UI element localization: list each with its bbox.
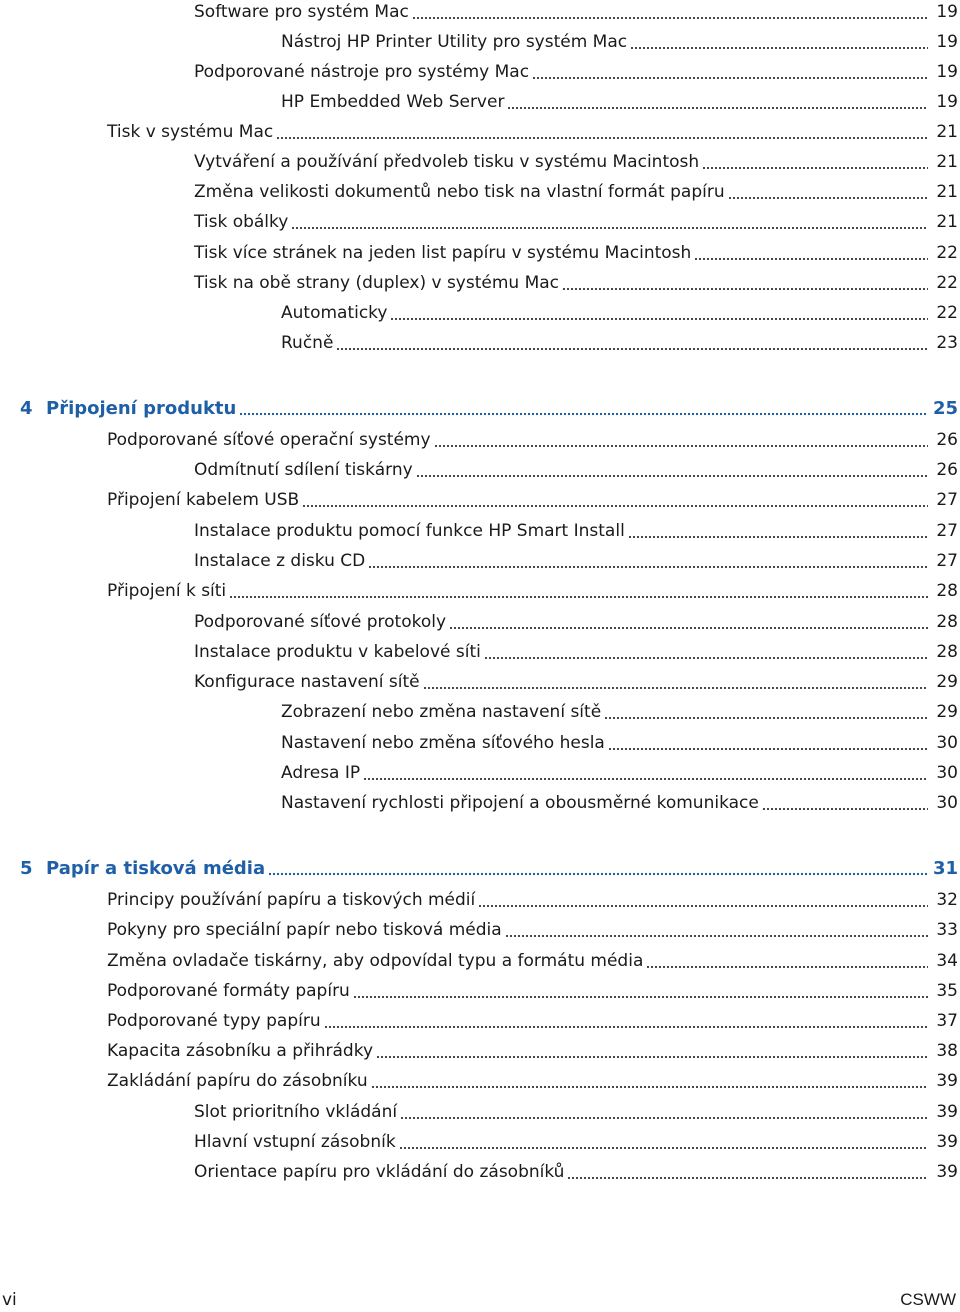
toc-entry-title: Podporované typy papíru: [107, 1011, 321, 1031]
toc-entry[interactable]: [0, 728, 960, 758]
toc-page-number: 19: [936, 92, 958, 112]
toc-page-number: 22: [936, 243, 958, 263]
toc-entry[interactable]: [0, 238, 960, 268]
toc-entry[interactable]: [0, 576, 960, 606]
toc-entry-title: Instalace produktu v kabelové síti: [194, 642, 481, 662]
toc-entry[interactable]: [0, 546, 960, 576]
toc-entry-title: Tisk více stránek na jeden list papíru v systému Macintosh: [194, 243, 692, 263]
toc-entry-title: Připojení kabelem USB: [107, 490, 300, 510]
toc-page-number: 21: [936, 152, 958, 172]
toc-entry[interactable]: [0, 485, 960, 515]
toc-entry-title: Připojení k síti: [107, 581, 227, 601]
toc-page-number: 21: [936, 122, 958, 142]
toc-entry[interactable]: [0, 637, 960, 667]
toc-entry[interactable]: [0, 57, 960, 87]
toc-page-number: 39: [936, 1071, 958, 1091]
toc-page-number: 25: [932, 397, 958, 419]
toc-entry[interactable]: [0, 328, 960, 358]
toc-page-number: 21: [936, 212, 958, 232]
toc-page-number: 28: [936, 642, 958, 662]
toc-entry[interactable]: [0, 946, 960, 976]
toc-entry-title: Instalace produktu pomocí funkce HP Smart Install: [194, 521, 625, 541]
toc-entry-title: Principy používání papíru a tiskových médií: [107, 890, 476, 910]
toc-page-number: 19: [936, 32, 958, 52]
toc-entry-title: Podporované formáty papíru: [107, 981, 350, 1001]
dot-leader: [336, 328, 928, 358]
toc-page-number: 31: [932, 857, 958, 879]
toc-page-number: 27: [936, 490, 958, 510]
toc-page-number: 37: [936, 1011, 958, 1031]
toc-entry-title: Pokyny pro speciální papír nebo tisková média: [107, 920, 502, 940]
dot-leader: [505, 915, 928, 945]
toc-entry-title: Nastavení rychlosti připojení a obousměrné komunikace: [281, 793, 759, 813]
dot-leader: [412, 0, 928, 27]
toc-entry[interactable]: [0, 455, 960, 485]
dot-leader: [423, 667, 928, 697]
toc-page-number: 29: [936, 702, 958, 722]
document-code: CSWW: [900, 1290, 956, 1309]
toc-entry-title: Konfigurace nastavení sítě: [194, 672, 420, 692]
toc-entry[interactable]: [0, 0, 960, 27]
dot-leader: [478, 885, 928, 915]
toc-entry[interactable]: [0, 1006, 960, 1036]
toc-entry-title: Odmítnutí sdílení tiskárny: [194, 460, 413, 480]
toc-page-number: 39: [936, 1132, 958, 1152]
toc-entry[interactable]: [0, 425, 960, 455]
toc-page-number: 35: [936, 981, 958, 1001]
toc-entry-title: Tisk na obě strany (duplex) v systému Mac: [194, 273, 560, 293]
toc-entry[interactable]: [0, 607, 960, 637]
toc-entry[interactable]: [0, 697, 960, 727]
toc-entry[interactable]: [0, 1066, 960, 1096]
toc-entry[interactable]: [0, 667, 960, 697]
dot-leader: [363, 758, 928, 788]
toc-page-number: 27: [936, 551, 958, 571]
dot-leader: [400, 1097, 928, 1127]
dot-leader: [371, 1066, 928, 1096]
toc-page-number: 28: [936, 612, 958, 632]
toc-entry[interactable]: [0, 177, 960, 207]
dot-leader: [567, 1157, 928, 1187]
toc-entry-title: Kapacita zásobníku a přihrádky: [107, 1041, 374, 1061]
toc-page-number: 34: [936, 951, 958, 971]
toc-entry-title: Instalace z disku CD: [194, 551, 366, 571]
toc-page-number: 21: [936, 182, 958, 202]
toc-chapter-entry[interactable]: [0, 393, 960, 423]
toc-entry-title: Tisk v systému Mac: [107, 122, 274, 142]
toc-entry-title: Změna velikosti dokumentů nebo tisk na vlastní formát papíru: [194, 182, 725, 202]
dot-leader: [604, 697, 928, 727]
dot-leader: [630, 27, 928, 57]
toc-entry[interactable]: [0, 1127, 960, 1157]
toc-page-number: 29: [936, 672, 958, 692]
dot-leader: [353, 976, 928, 1006]
toc-entry[interactable]: [0, 87, 960, 117]
dot-leader: [268, 853, 928, 883]
toc-page-number: 30: [936, 763, 958, 783]
toc-page-number: 26: [936, 430, 958, 450]
toc-page-number: 28: [936, 581, 958, 601]
toc-page-number: 19: [936, 62, 958, 82]
toc-entry[interactable]: [0, 516, 960, 546]
toc-entry-title: Nastavení nebo změna síťového hesla: [281, 733, 605, 753]
toc-entry[interactable]: [0, 1036, 960, 1066]
toc-entry[interactable]: [0, 27, 960, 57]
toc-entry-title: Nástroj HP Printer Utility pro systém Mac: [281, 32, 628, 52]
dot-leader: [324, 1006, 928, 1036]
toc-page-number: 22: [936, 273, 958, 293]
dot-leader: [229, 576, 928, 606]
toc-page-number: 39: [936, 1162, 958, 1182]
toc-page-number: 26: [936, 460, 958, 480]
toc-entry-title: Podporované síťové operační systémy: [107, 430, 431, 450]
toc-entry-title: Automaticky: [281, 303, 388, 323]
toc-entry[interactable]: [0, 915, 960, 945]
toc-page-number: 30: [936, 793, 958, 813]
dot-leader: [399, 1127, 928, 1157]
page-number: vi: [2, 1290, 17, 1310]
dot-leader: [694, 238, 928, 268]
dot-leader: [762, 788, 928, 818]
toc-entry[interactable]: [0, 758, 960, 788]
toc-page-number: 22: [936, 303, 958, 323]
dot-leader: [368, 546, 928, 576]
dot-leader: [376, 1036, 928, 1066]
toc-entry-title: Papír a tisková média: [46, 857, 266, 879]
toc-entry[interactable]: [0, 117, 960, 147]
toc-page-number: 19: [936, 2, 958, 22]
toc-entry[interactable]: [0, 207, 960, 237]
toc-entry[interactable]: [0, 1097, 960, 1127]
toc-entry[interactable]: [0, 298, 960, 328]
dot-leader: [646, 946, 928, 976]
dot-leader: [507, 87, 928, 117]
toc-entry[interactable]: [0, 268, 960, 298]
toc-entry[interactable]: [0, 1157, 960, 1187]
toc-entry-title: HP Embedded Web Server: [281, 92, 505, 112]
chapter-number: 5: [20, 857, 33, 879]
dot-leader: [562, 268, 928, 298]
toc-page-number: 27: [936, 521, 958, 541]
toc-entry[interactable]: [0, 976, 960, 1006]
dot-leader: [390, 298, 928, 328]
toc-page-number: 38: [936, 1041, 958, 1061]
toc-entry-title: Změna ovladače tiskárny, aby odpovídal typu a formátu média: [107, 951, 644, 971]
dot-leader: [702, 147, 928, 177]
toc-entry-title: Vytváření a používání předvoleb tisku v systému Macintosh: [194, 152, 700, 172]
toc-entry-title: Hlavní vstupní zásobník: [194, 1132, 396, 1152]
dot-leader: [276, 117, 928, 147]
toc-entry[interactable]: [0, 147, 960, 177]
toc-entry-title: Zobrazení nebo změna nastavení sítě: [281, 702, 602, 722]
dot-leader: [484, 637, 928, 667]
toc-chapter-entry[interactable]: [0, 853, 960, 883]
toc-entry-title: Orientace papíru pro vkládání do zásobníků: [194, 1162, 565, 1182]
toc-page-number: 30: [936, 733, 958, 753]
toc-entry-title: Software pro systém Mac: [194, 2, 409, 22]
toc-entry[interactable]: [0, 885, 960, 915]
dot-leader: [416, 455, 928, 485]
toc-page-number: 39: [936, 1102, 958, 1122]
toc-entry-title: Ručně: [281, 333, 334, 353]
toc-entry-title: Zakládání papíru do zásobníku: [107, 1071, 368, 1091]
toc-page-number: 33: [936, 920, 958, 940]
toc-entry-title: Tisk obálky: [194, 212, 289, 232]
dot-leader: [728, 177, 928, 207]
chapter-number: 4: [20, 397, 33, 419]
toc-entry-title: Připojení produktu: [46, 397, 237, 419]
toc-entry-title: Podporované síťové protokoly: [194, 612, 447, 632]
dot-leader: [302, 485, 928, 515]
toc-entry[interactable]: [0, 788, 960, 818]
toc-page-number: 32: [936, 890, 958, 910]
dot-leader: [532, 57, 928, 87]
toc-entry-title: Podporované nástroje pro systémy Mac: [194, 62, 530, 82]
toc-entry-title: Slot prioritního vkládání: [194, 1102, 398, 1122]
toc-page-number: 23: [936, 333, 958, 353]
dot-leader: [434, 425, 928, 455]
dot-leader: [291, 207, 928, 237]
toc-entry-title: Adresa IP: [281, 763, 361, 783]
dot-leader: [449, 607, 928, 637]
dot-leader: [608, 728, 928, 758]
dot-leader: [628, 516, 928, 546]
dot-leader: [239, 393, 928, 423]
